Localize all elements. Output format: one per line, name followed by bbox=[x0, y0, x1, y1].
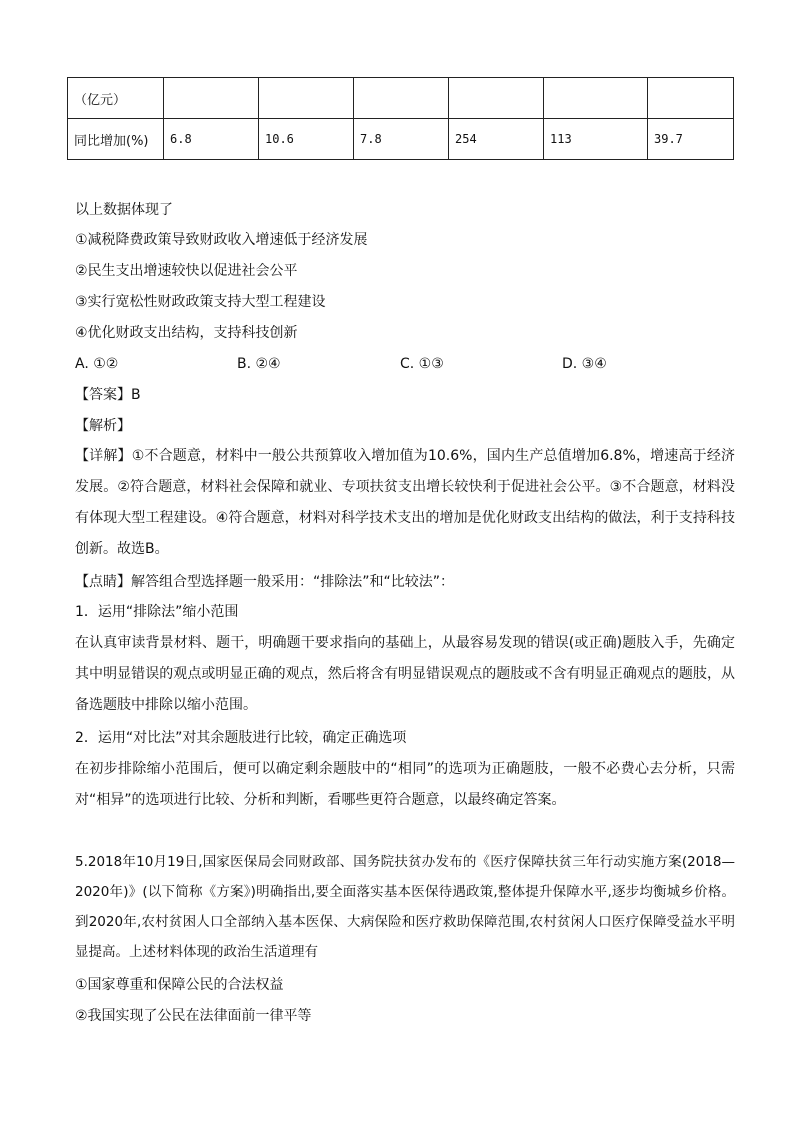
question-stem: 以上数据体现了 bbox=[75, 202, 173, 218]
table-cell: 39.7 bbox=[648, 119, 734, 160]
analysis-label: 【解析】 bbox=[75, 418, 131, 434]
answer-label: 【答案】B bbox=[75, 387, 141, 403]
option-c: C. ①③ bbox=[400, 356, 444, 372]
table-cell: （亿元） bbox=[68, 78, 164, 119]
question-item: ③实行宽松性财政政策支持大型工程建设 bbox=[75, 294, 326, 310]
question-item: ②民生支出增速较快以促进社会公平 bbox=[75, 263, 298, 279]
tip-heading: 【点睛】解答组合型选择题一般采用：“排除法”和“比较法”： bbox=[75, 574, 455, 590]
question-item: ①减税降费政策导致财政收入增速低于经济发展 bbox=[75, 232, 368, 248]
answer-options bbox=[75, 354, 735, 374]
step1-body: 在认真审读背景材料、题干，明确题干要求指向的基础上，从最容易发现的错误(或正确)题肢入手，先确定其中明显错误的观点或明显正确的观点，然后将含有明显错误观点的题肢或不含有明显正确观点的题肢，从备选题肢中排除以缩小范围。 bbox=[75, 635, 735, 713]
step1-heading: 1．运用“排除法”缩小范围 bbox=[75, 604, 239, 620]
table-cell bbox=[544, 78, 648, 119]
table-cell bbox=[164, 78, 259, 119]
question5-stem: 5.2018年10月19日,国家医保局会同财政部、国务院扶贫办发布的《医疗保障扶贫三年行动实施方案(2018—2020年)》(以下简称《方案》)明确指出,要全面落实基本医保待遇政策,整体提升保障水平,逐步均衡城乡价格。到2020年,农村贫困人口全部纳入基本医保、大病保险和医疗救助保障范围,农村贫闲人口医疗保障受益水平明显提高。上述材料体现的政治生活道理有 bbox=[75, 854, 735, 960]
table-row bbox=[68, 78, 734, 119]
step2-heading: 2．运用“对比法”对其余题肢进行比较，确定正确选项 bbox=[75, 730, 407, 746]
table-cell: 6.8 bbox=[164, 119, 259, 160]
table-cell: 同比增加(%) bbox=[68, 119, 164, 160]
table-row bbox=[68, 119, 734, 160]
table-cell bbox=[648, 78, 734, 119]
question5-item: ②我国实现了公民在法律面前一律平等 bbox=[75, 1008, 312, 1024]
table-cell: 7.8 bbox=[354, 119, 449, 160]
question5-item: ①国家尊重和保障公民的合法权益 bbox=[75, 977, 284, 993]
table-cell bbox=[354, 78, 449, 119]
step2-body: 在初步排除缩小范围后，便可以确定剩余题肢中的“相同”的选项为正确题肢，一般不必费心去分析，只需对“相异”的选项进行比较、分析和判断，看哪些更符合题意，以最终确定答案。 bbox=[75, 761, 735, 808]
option-a: A. ①② bbox=[75, 356, 119, 372]
table-cell: 113 bbox=[544, 119, 648, 160]
detail-paragraph: 【详解】①不合题意，材料中一般公共预算收入增加值为10.6%，国内生产总值增加6.8%，增速高于经济发展。②符合题意，材料社会保障和就业、专项扶贫支出增长较快利于促进社会公平。③不合题意，材料没有体现大型工程建设。④符合题意，材料对科学技术支出的增加是优化财政支出结构的做法，利于支持科技创新。故选B。 bbox=[75, 448, 735, 557]
table-cell bbox=[449, 78, 544, 119]
option-d: D. ③④ bbox=[562, 356, 607, 372]
table-cell: 254 bbox=[449, 119, 544, 160]
option-b: B. ②④ bbox=[237, 356, 281, 372]
data-table bbox=[67, 77, 734, 160]
table-cell bbox=[259, 78, 354, 119]
question-item: ④优化财政支出结构，支持科技创新 bbox=[75, 325, 298, 341]
table-cell: 10.6 bbox=[259, 119, 354, 160]
